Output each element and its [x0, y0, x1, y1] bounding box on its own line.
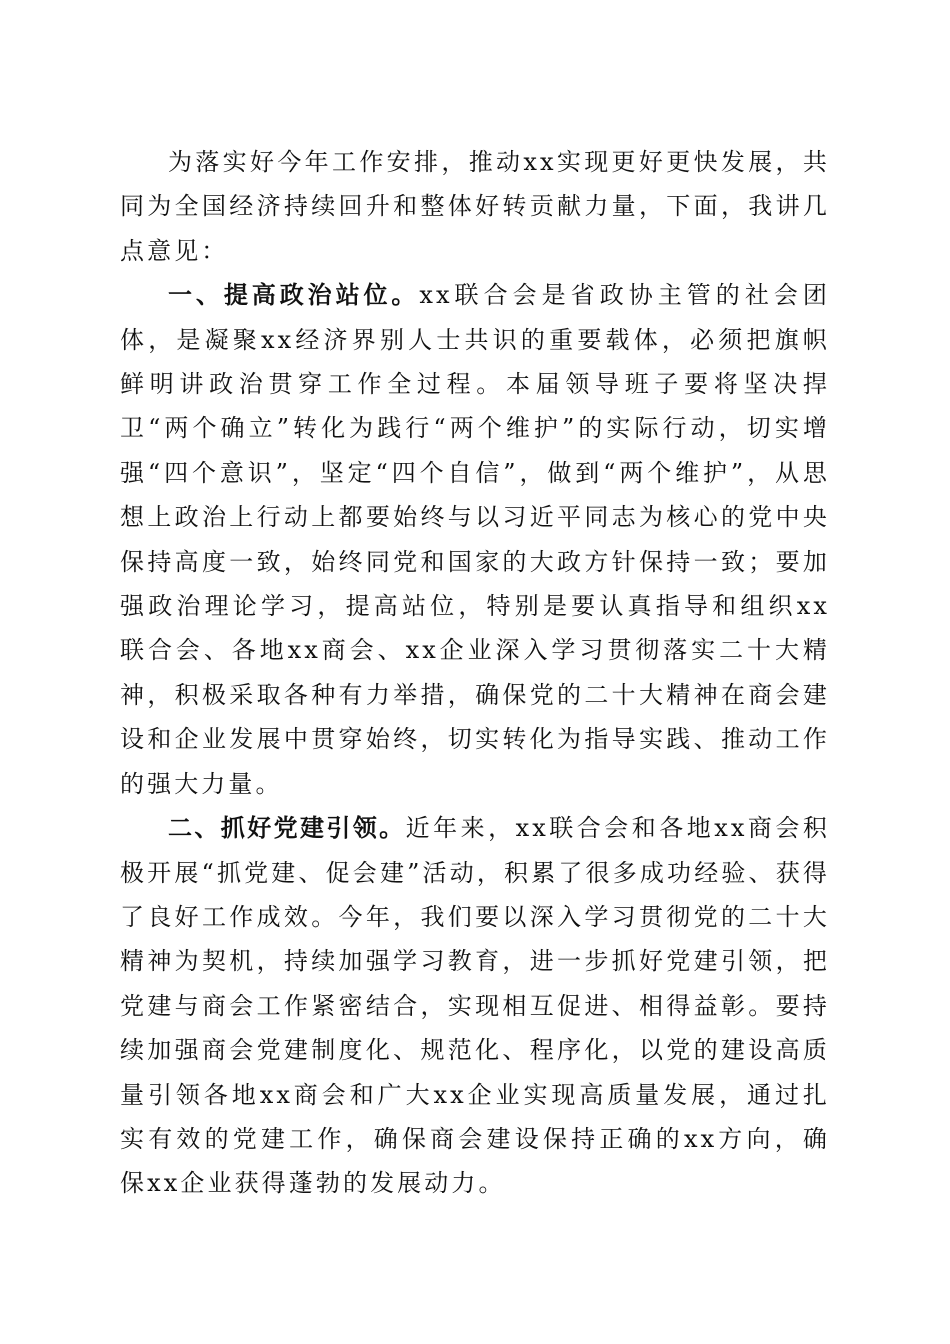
- section-body-2: 近年来，xx联合会和各地xx商会积极开展“抓党建、促会建”活动，积累了很多成功经验、获得了良好工作成效。今年，我们要以深入学习贯彻党的二十大精神为契机，持续加强学习教育，进一步抓好党建引领，把党建与商会工作紧密结合，实现相互促进、相得益彰。要持续加强商会党建制度化、规范化、程序化，以党的建设高质量引领各地xx商会和广大xx企业实现高质量发展，通过扎实有效的党建工作，确保商会建设保持正确的xx方向，确保xx企业获得蓬勃的发展动力。: [120, 814, 831, 1198]
- document-body: [120, 140, 830, 1206]
- section-heading-1: 一、提高政治站位。: [168, 281, 420, 310]
- section-paragraph-1: [120, 273, 830, 806]
- section-heading-2: 二、抓好党建引领。: [168, 814, 406, 843]
- intro-paragraph: [120, 140, 830, 273]
- section-body-1: xx联合会是省政协主管的社会团体，是凝聚xx经济界别人士共识的重要载体，必须把旗帜鲜明讲政治贯穿工作全过程。本届领导班子要将坚决捍卫“两个确立”转化为践行“两个维护”的实际行动，切实增强“四个意识”，坚定“四个自信”，做到“两个维护”，从思想上政治上行动上都要始终与以习近平同志为核心的党中央保持高度一致，始终同党和国家的大政方针保持一致；要加强政治理论学习，提高站位，特别是要认真指导和组织xx联合会、各地xx商会、xx企业深入学习贯彻落实二十大精神，积极采取各种有力举措，确保党的二十大精神在商会建设和企业发展中贯穿始终，切实转化为指导实践、推动工作的强大力量。: [120, 281, 830, 798]
- intro-text: 为落实好今年工作安排，推动xx实现更好更快发展，共同为全国经济持续回升和整体好转贡献力量，下面，我讲几点意见：: [120, 148, 830, 265]
- section-paragraph-2: [120, 806, 830, 1206]
